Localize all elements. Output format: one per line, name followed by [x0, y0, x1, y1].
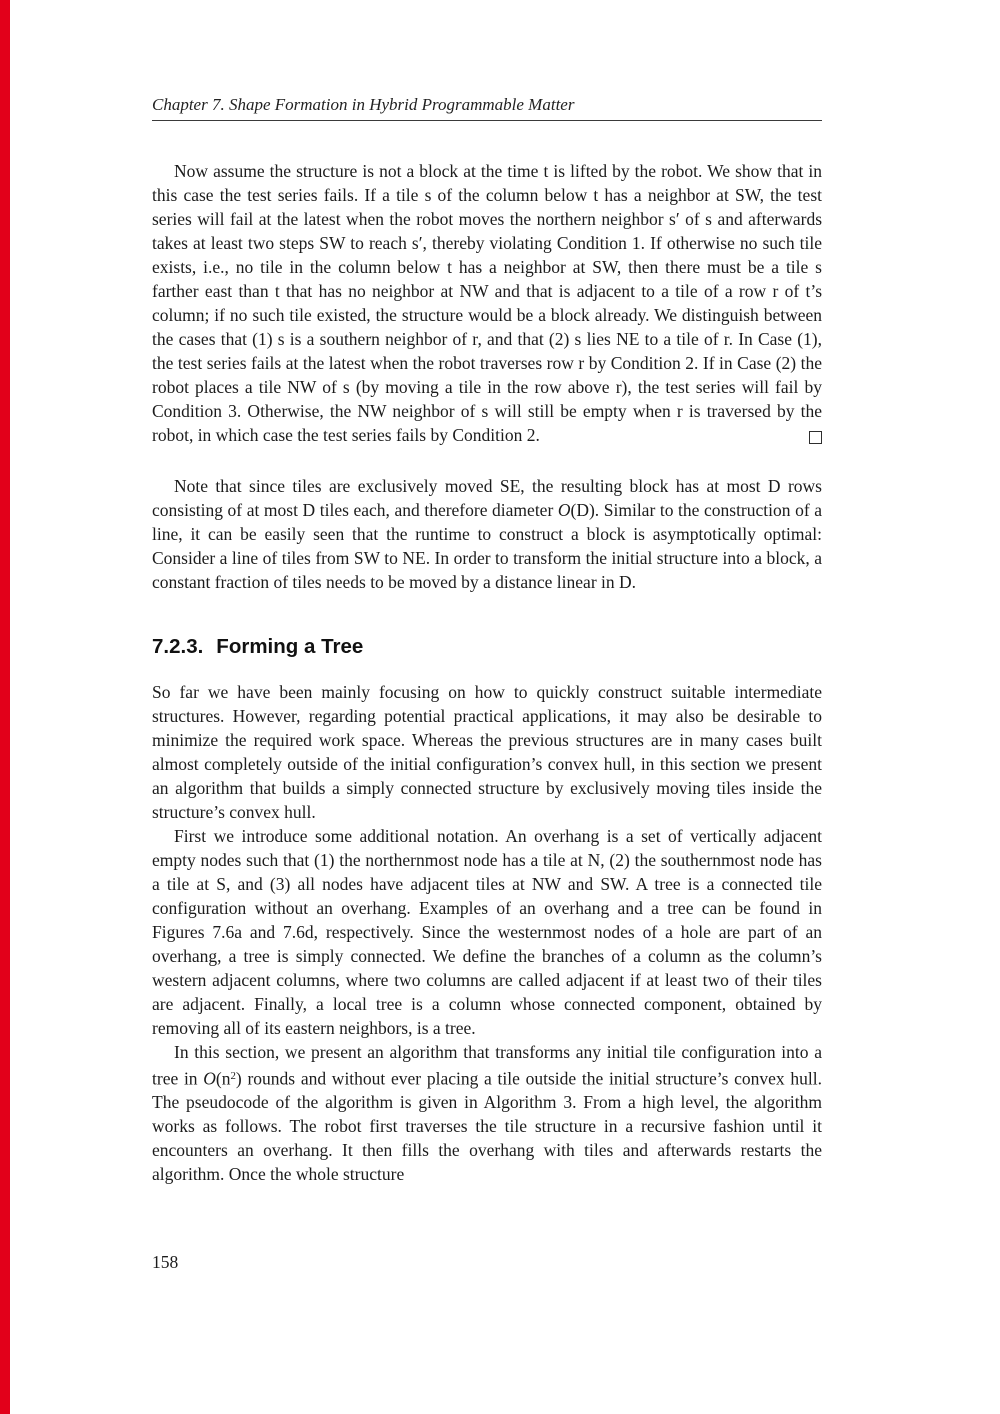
text-run: that has no neighbor at: [279, 281, 460, 301]
math-term: s: [277, 329, 285, 349]
text-run: ), the test series will fail by Condition 3. Otherwise, the: [152, 377, 822, 421]
math-term: s: [574, 329, 582, 349]
text-run: of a column as the column’s western adjacent columns, where two columns are called adjacent if at least two of their tiles are adjacent. Finally, a: [152, 946, 822, 1014]
math-term: overhang: [534, 826, 600, 846]
body-paragraph: [152, 474, 822, 594]
text-run: of the column below: [431, 185, 594, 205]
math-term: s: [815, 257, 822, 277]
text-run: . A: [624, 874, 655, 894]
math-term: N: [587, 850, 601, 870]
text-run: has a neighbor at: [598, 185, 735, 205]
text-run: Note that since tiles are exclusively moved: [174, 476, 500, 496]
math-term: r: [676, 401, 683, 421]
text-run: and afterwards takes at least two steps: [152, 209, 823, 253]
section-number: 7.2.3.: [152, 635, 204, 658]
text-run: rounds and without ever placing a tile outside the initial structure’s convex hull. The pseudocode of the algorithm is given in Algorithm 3. From a high level, the algorithm works as follows. The robot first traverses the tile structure in a recursive fashion until it encounters an overhang. It then fills the overhang with tiles and afterwards restarts the algorithm. Once the whole structure: [152, 1068, 822, 1185]
math-term: S: [216, 874, 226, 894]
math-term: O: [557, 500, 571, 520]
math-term: s: [424, 185, 432, 205]
text-run: and that is adjacent to a tile of a row: [488, 281, 773, 301]
text-run: , thereby violating Condition 1. If otherwise no such tile exists, i.e., no tile in the column below: [152, 233, 822, 277]
text-run: So far we have been mainly focusing on how to: [152, 682, 537, 702]
math-term: local tree: [332, 994, 403, 1014]
math-term: SW: [600, 874, 625, 894]
text-run: , and (3) all nodes have adjacent tiles at: [225, 874, 532, 894]
text-run: is a set of vertically adjacent empty nodes such that (1) the northernmost node has a tile at: [152, 826, 822, 870]
text-run: of: [778, 281, 806, 301]
math-term: SW: [734, 185, 760, 205]
body-paragraph: [152, 1040, 822, 1186]
text-run: . Similar to the construction of a line, it can be easily seen that the runtime to construct a block is asymptotically optimal: Consider a line of tiles from: [152, 500, 822, 568]
text-run: .: [631, 572, 637, 592]
math-term: r: [772, 281, 779, 301]
math-term: SE: [499, 476, 521, 496]
math-term: SW: [353, 548, 380, 568]
math-term: n: [221, 1068, 231, 1089]
text-run: construct suitable intermediate structures. However, regarding potential practical applications, it may also be desirable to minimize the required work space. Whereas the previous structures are in many cases built almost completely outside of the initial configuration’s convex hull, in this section we present an algorithm that builds a simply connected structure by exclusively moving tiles inside the structure’s convex hull.: [152, 682, 822, 822]
math-term: O: [203, 1068, 216, 1089]
text-run: ): [235, 1068, 242, 1089]
math-term: s: [342, 377, 350, 397]
math-term: r: [578, 353, 585, 373]
text-run: farther east than: [152, 281, 275, 301]
text-run: . In Case (1), the test series fails at the latest when the robot traverses row: [152, 329, 822, 373]
text-run: to: [379, 548, 403, 568]
text-run: tiles each, and therefore diameter: [315, 500, 558, 520]
text-run: First we introduce some additional notation. An: [174, 826, 535, 846]
math-term: t: [274, 281, 280, 301]
math-term: SW: [592, 257, 617, 277]
text-run: of: [316, 377, 343, 397]
math-term: s′: [411, 233, 423, 253]
math-term: 2: [230, 1070, 236, 1082]
text-run: of: [679, 209, 706, 229]
math-term: NW: [357, 401, 387, 421]
math-term: t: [447, 257, 452, 277]
qed-box: [809, 431, 822, 444]
section-title: Forming a Tree: [216, 635, 364, 658]
math-term: t: [805, 281, 811, 301]
math-term: s: [481, 401, 489, 421]
math-term: r: [615, 377, 622, 397]
page-number: 158: [152, 1252, 179, 1272]
text-run: is a column whose connected component, obtained by removing all of its eastern neighbors, is a tree.: [152, 994, 822, 1038]
text-run: is a connected tile configuration without an overhang. Examples of an overhang and a tree can be found in Figures 7.6a and 7.6d, respectively. Since the westernmost nodes of a hole are part of an overhang, a tree is simply connected. We define the: [152, 874, 822, 966]
text-run: , (2) the southernmost node has a tile at: [152, 850, 822, 894]
text-run: (: [570, 500, 577, 520]
text-run: . In order to transform the initial structure into a block, a constant fraction of tiles needs to be moved by a distance linear in: [152, 548, 822, 592]
running-header: [152, 94, 822, 121]
body-paragraph: [152, 680, 822, 824]
text-run: is traversed by the robot, in which case the test series fails by Condition 2.: [152, 401, 823, 445]
math-term: s′: [669, 209, 680, 229]
math-term: D: [767, 476, 781, 496]
text-run: (: [215, 1068, 222, 1089]
text-run: is lifted by the robot. We show that in this case the test series fails. If a tile: [152, 161, 822, 205]
text-run: has a neighbor at: [451, 257, 593, 277]
text-run: , then there must be a tile: [616, 257, 816, 277]
math-term: t: [543, 161, 549, 181]
text-run: by Condition 2. If in Case (2) the robot places a tile: [152, 353, 822, 397]
math-term: D: [576, 500, 589, 520]
body-paragraph: [152, 159, 822, 447]
math-term: quickly: [536, 682, 589, 702]
math-term: NW: [531, 874, 561, 894]
text-run: rows consisting of at most: [152, 476, 822, 520]
text-run: , and that (2): [477, 329, 575, 349]
text-run: lies: [581, 329, 617, 349]
text-run: to reach: [345, 233, 412, 253]
running-header-title: Chapter 7. Shape Formation in Hybrid Programmable Matter: [152, 95, 575, 114]
text-run: and: [560, 874, 601, 894]
text-run: , the test series will fail at the latest when the robot moves the northern neighbor: [152, 185, 822, 229]
left-accent-bar: [0, 0, 10, 1414]
text-run: ’s column; if no such tile existed, the structure would be a block already. We distinguish between the cases that (1): [152, 281, 823, 349]
text-run: Now assume the structure is not a block at the time: [174, 161, 544, 181]
section-heading: [152, 634, 822, 660]
text-run: neighbor of: [386, 401, 482, 421]
math-term: tree: [654, 874, 681, 894]
math-term: D: [619, 572, 632, 592]
math-term: NE: [402, 548, 426, 568]
text-run: will still be empty when: [488, 401, 677, 421]
text-run: , the resulting block has at most: [520, 476, 768, 496]
page-content: [152, 0, 822, 1186]
text-run: to a tile of: [639, 329, 724, 349]
math-term: NW: [459, 281, 489, 301]
math-term: SW: [319, 233, 346, 253]
body-paragraph: [152, 824, 822, 1040]
text-run: ): [588, 500, 595, 520]
text-run: In this section, we present an algorithm that transforms any initial tile configuration into a tree in: [152, 1042, 822, 1089]
body-text: [152, 159, 822, 1186]
text-run: is a southern neighbor of: [284, 329, 473, 349]
math-term: NW: [287, 377, 317, 397]
math-term: r: [723, 329, 729, 349]
math-term: branches: [542, 946, 605, 966]
math-term: r: [472, 329, 478, 349]
math-term: D: [302, 500, 316, 520]
math-term: NE: [616, 329, 640, 349]
math-term: s: [705, 209, 712, 229]
text-run: (by moving a tile in the row above: [349, 377, 616, 397]
math-term: t: [593, 185, 599, 205]
